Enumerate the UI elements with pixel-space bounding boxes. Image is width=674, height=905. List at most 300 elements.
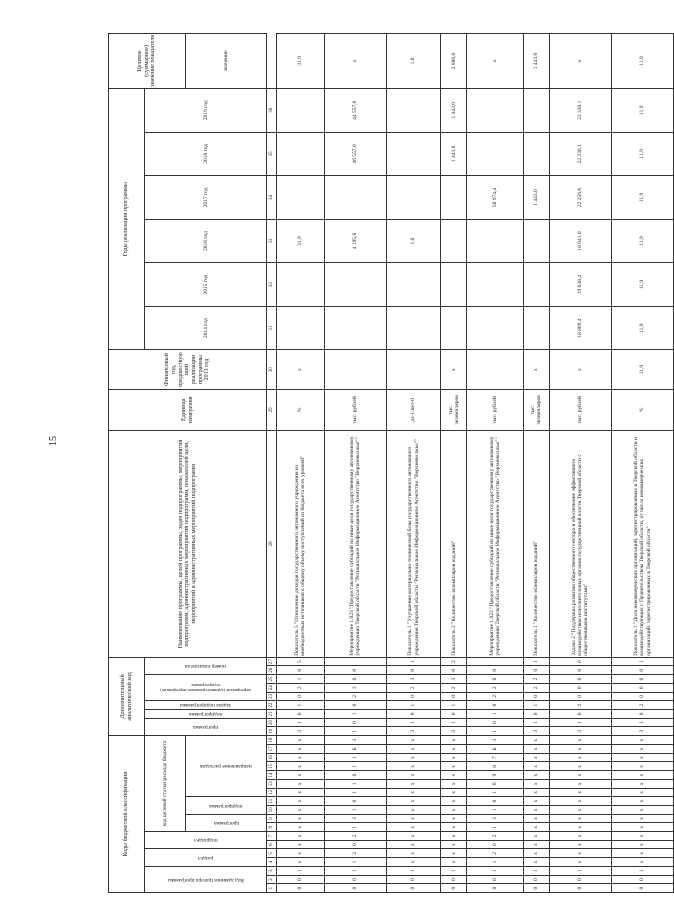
column-number: 15 — [267, 762, 276, 771]
code-cell: 0 — [549, 692, 611, 701]
code-cell: 1 — [523, 866, 549, 875]
header-subprogram — [186, 797, 267, 814]
header-year-4: 2017 год — [145, 176, 267, 220]
code-cell: x — [441, 805, 467, 814]
row-year-value: 22 256,6 — [549, 176, 611, 220]
header-year-1: 2014 год — [145, 306, 267, 350]
row-year-value: 1 443,0 — [523, 176, 549, 220]
code-cell: x — [549, 805, 611, 814]
column-number: 3 — [267, 866, 276, 875]
row-base-year — [386, 350, 440, 389]
code-cell: 0 — [467, 840, 523, 849]
code-cell: x — [386, 805, 440, 814]
column-number: 23 — [267, 692, 276, 701]
column-number: 7 — [267, 832, 276, 841]
code-cell: 0 — [523, 875, 549, 884]
code-cell: 0 — [324, 675, 386, 684]
row-year-value: 1 443,0 — [441, 88, 467, 132]
code-cell: x — [523, 858, 549, 867]
table-row — [441, 34, 467, 893]
row-year-value — [523, 219, 549, 263]
code-cell: 0 — [549, 675, 611, 684]
code-cell: 0 — [549, 657, 611, 666]
code-cell: x — [386, 840, 440, 849]
column-number: 31 — [267, 306, 276, 350]
code-cell: 3 — [523, 727, 549, 736]
code-cell: 1 — [324, 779, 386, 788]
row-base-year — [467, 350, 523, 389]
column-number: 29 — [267, 389, 276, 430]
code-cell: x — [523, 840, 549, 849]
code-cell: 1 — [276, 718, 324, 727]
code-cell: 0 — [549, 875, 611, 884]
code-cell: 2 — [467, 849, 523, 858]
header-section — [145, 849, 267, 866]
row-year-value: 31,9 — [276, 219, 324, 263]
code-cell: 1 — [523, 701, 549, 710]
code-cell: x — [441, 858, 467, 867]
code-cell: 0 — [324, 771, 386, 780]
row-unit: да-1/нет-0 — [386, 389, 440, 430]
row-year-value — [386, 263, 440, 307]
row-year-value — [386, 132, 440, 176]
code-cell: 0 — [523, 884, 549, 893]
code-cell: 1 — [441, 701, 467, 710]
code-cell: 1 — [324, 858, 386, 867]
header-years-group: Годы реализации программы — [109, 88, 145, 350]
code-cell: 0 — [611, 884, 673, 893]
header-task-text: задача подпрограммы — [180, 701, 232, 708]
row-year-value — [467, 219, 523, 263]
row-name: Показатель 1 "Доля некоммерческих организаций, зарегистрированных в Тверской области и взаимодействующих с Правительством Тверской области, от числа некоммерческих организаций, зарегистрированных в Тверской области" — [611, 431, 673, 658]
header-indicator-num-text: номер показателя — [185, 663, 227, 669]
row-year-value — [441, 176, 467, 220]
code-cell: 5 — [276, 657, 324, 666]
code-cell: 0 — [324, 884, 386, 893]
code-cell: x — [611, 753, 673, 762]
code-cell — [467, 657, 523, 666]
row-year-value — [324, 176, 386, 220]
code-cell: x — [549, 788, 611, 797]
column-number: 26 — [267, 666, 276, 675]
code-cell: 0 — [386, 709, 440, 718]
row-year-value: 1,0 — [386, 219, 440, 263]
code-cell: x — [523, 762, 549, 771]
column-number: 27 — [267, 657, 276, 666]
row-year-value: 11,9 — [611, 219, 673, 263]
column-number: 32 — [267, 263, 276, 307]
code-cell: x — [523, 805, 549, 814]
header-extra-code: Дополнительный аналитический код — [109, 657, 145, 735]
code-cell: 1 — [276, 675, 324, 684]
code-cell: 1 — [324, 753, 386, 762]
code-cell: x — [549, 762, 611, 771]
code-cell: 3 — [467, 736, 523, 745]
code-cell: 0 — [324, 718, 386, 727]
code-cell: x — [549, 779, 611, 788]
code-cell: 0 — [549, 884, 611, 893]
row-year-value: 4 195,0 — [324, 219, 386, 263]
code-cell: x — [611, 762, 673, 771]
header-subprogram-text: подпрограмма — [209, 802, 243, 809]
header-activity — [145, 675, 267, 701]
code-cell: 3 — [386, 727, 440, 736]
table-row — [611, 34, 673, 893]
code-cell: 1 — [611, 657, 673, 666]
code-cell: 3 — [324, 814, 386, 823]
row-year-value: 11,9 — [611, 263, 673, 307]
code-cell: x — [441, 814, 467, 823]
code-cell: x — [611, 736, 673, 745]
header-subsection — [145, 832, 267, 849]
code-cell: x — [386, 788, 440, 797]
code-cell: 1 — [324, 709, 386, 718]
code-cell: 0 — [523, 692, 549, 701]
code-cell: 0 — [441, 666, 467, 675]
row-year-value: 11,9 — [611, 176, 673, 220]
row-year-value — [386, 88, 440, 132]
code-cell: x — [441, 823, 467, 832]
code-cell: 3 — [324, 736, 386, 745]
code-cell: 0 — [324, 797, 386, 806]
code-cell: x — [276, 840, 324, 849]
column-number: 36 — [267, 88, 276, 132]
code-cell: 1 — [467, 805, 523, 814]
column-number: 22 — [267, 701, 276, 710]
row-year-value — [467, 88, 523, 132]
code-cell: x — [276, 779, 324, 788]
code-cell: 0 — [324, 840, 386, 849]
code-cell: x — [523, 849, 549, 858]
code-cell: 0 — [467, 675, 523, 684]
code-cell: x — [276, 736, 324, 745]
code-cell: x — [523, 788, 549, 797]
column-number: 25 — [267, 675, 276, 684]
row-unit: тыс. экземпляров — [523, 389, 549, 430]
row-target: x — [467, 34, 523, 89]
code-cell: 2 — [441, 657, 467, 666]
header-task — [145, 701, 267, 710]
row-base-year: x — [549, 350, 611, 389]
code-cell: x — [386, 814, 440, 823]
code-cell: x — [523, 753, 549, 762]
header-kvsr-text: Код администратора программы — [167, 876, 244, 883]
code-cell: x — [549, 797, 611, 806]
code-cell: 3 — [276, 727, 324, 736]
code-cell: x — [386, 762, 440, 771]
row-year-value: 46 557,0 — [324, 132, 386, 176]
row-target: 11,9 — [611, 34, 673, 89]
code-cell: 8 — [467, 762, 523, 771]
code-cell: 0 — [324, 875, 386, 884]
row-year-value: 18 041,0 — [549, 219, 611, 263]
code-cell: 0 — [467, 797, 523, 806]
code-cell: x — [386, 736, 440, 745]
code-cell: 1 — [324, 805, 386, 814]
code-cell: 1 — [324, 788, 386, 797]
header-value: значение — [186, 34, 267, 89]
header-subsection-text: подраздел — [193, 837, 218, 844]
program-table — [108, 33, 674, 893]
column-number: 9 — [267, 814, 276, 823]
code-cell: 1 — [386, 701, 440, 710]
code-cell: x — [441, 762, 467, 771]
row-year-value — [523, 132, 549, 176]
header-direction-text: направление расходов — [200, 763, 253, 770]
header-subprogram-code — [145, 709, 267, 718]
column-number: 5 — [267, 849, 276, 858]
row-name: Мероприятие 1.023 "Предоставление субсидий на иные цели государственному автономному учреждению Тверской области "Региональное Информационное Агентство "Верхневолжье"" — [324, 431, 386, 658]
code-cell: 1 — [467, 866, 523, 875]
column-number: 11 — [267, 797, 276, 806]
rotated-page — [108, 33, 652, 893]
row-target: 1,0 — [386, 34, 440, 89]
row-year-value — [386, 176, 440, 220]
code-cell: 0 — [386, 875, 440, 884]
code-cell: x — [276, 814, 324, 823]
code-cell: 0 — [386, 692, 440, 701]
code-cell: x — [549, 753, 611, 762]
row-target: 31,9 — [276, 34, 324, 89]
code-cell: x — [386, 745, 440, 754]
code-cell: 1 — [523, 718, 549, 727]
code-cell: 3 — [549, 727, 611, 736]
column-number: 17 — [267, 745, 276, 754]
code-cell: 1 — [441, 718, 467, 727]
header-section-text: раздел — [198, 854, 214, 861]
row-year-value — [523, 88, 549, 132]
row-name: Показатель 1 "Количество экземпляров изданий" — [523, 431, 549, 658]
row-year-value — [386, 306, 440, 350]
row-year-value — [441, 219, 467, 263]
column-number: 34 — [267, 176, 276, 220]
column-number: 18 — [267, 736, 276, 745]
code-cell: 0 — [467, 701, 523, 710]
code-cell: 2 — [324, 832, 386, 841]
code-cell: x — [523, 814, 549, 823]
column-number: 10 — [267, 805, 276, 814]
code-cell: x — [386, 832, 440, 841]
code-cell: x — [549, 745, 611, 754]
code-cell: x — [523, 823, 549, 832]
row-year-value — [523, 263, 549, 307]
row-unit: тыс. рублей — [467, 389, 523, 430]
code-cell: x — [549, 736, 611, 745]
code-cell: 0 — [324, 701, 386, 710]
row-name: Показатель 5 "Отношение доходов государственного автономного учреждения из внебюджетных источников к общему объему поступлений из бюджета всех уровней" — [276, 431, 324, 658]
table-row — [523, 34, 549, 893]
row-unit: тыс. рублей — [549, 389, 611, 430]
column-number: 20 — [267, 718, 276, 727]
code-cell: 1 — [467, 823, 523, 832]
code-cell: x — [441, 849, 467, 858]
code-cell: Б — [324, 745, 386, 754]
row-year-value — [324, 263, 386, 307]
column-number: 13 — [267, 779, 276, 788]
code-cell: 2 — [523, 675, 549, 684]
code-cell: 0 — [467, 875, 523, 884]
column-number: 4 — [267, 858, 276, 867]
code-cell: 1 — [549, 718, 611, 727]
code-cell: 0 — [386, 884, 440, 893]
code-cell: x — [611, 771, 673, 780]
code-cell: Б — [467, 745, 523, 754]
column-number: 24 — [267, 683, 276, 692]
code-cell: 0 — [467, 666, 523, 675]
header-name: Наименование программы, целей программы, задач подпрограммы, мероприятий подпрограмм, административных мероприятий подпрограмм, показателей цели, мероприятий и административных мероприятий подпрограмм — [109, 431, 267, 658]
code-cell: x — [611, 797, 673, 806]
code-cell: 7 — [467, 753, 523, 762]
code-cell: 3 — [324, 683, 386, 692]
code-cell: 0 — [441, 692, 467, 701]
header-year-2: 2015 год — [145, 263, 267, 307]
row-year-value — [523, 306, 549, 350]
header-year-5: 2018 год — [145, 132, 267, 176]
code-cell: 1 — [276, 701, 324, 710]
code-cell: 2 — [441, 683, 467, 692]
code-cell: 1 — [386, 718, 440, 727]
code-cell: x — [549, 858, 611, 867]
code-cell: x — [549, 840, 611, 849]
table-row — [467, 34, 523, 893]
header-program-code — [145, 718, 267, 735]
code-cell: 2 — [276, 683, 324, 692]
code-cell: x — [611, 814, 673, 823]
row-year-value: 11,9 — [611, 306, 673, 350]
code-cell: 0 — [276, 875, 324, 884]
code-cell: x — [441, 840, 467, 849]
code-cell: 2 — [549, 701, 611, 710]
code-cell: 0 — [611, 683, 673, 692]
code-cell: 0 — [549, 709, 611, 718]
code-cell: x — [386, 849, 440, 858]
code-cell: x — [523, 832, 549, 841]
row-base-year: 11,9 — [611, 350, 673, 389]
code-cell: x — [276, 771, 324, 780]
column-number: 6 — [267, 840, 276, 849]
code-cell: 2 — [467, 683, 523, 692]
column-number: 8 — [267, 823, 276, 832]
column-number: 14 — [267, 771, 276, 780]
code-cell: 0 — [276, 692, 324, 701]
code-cell: 0 — [611, 875, 673, 884]
code-cell: x — [611, 832, 673, 841]
header-kvsr — [145, 866, 267, 892]
column-number: 12 — [267, 788, 276, 797]
code-cell: x — [386, 823, 440, 832]
code-cell: 1 — [324, 762, 386, 771]
code-cell: x — [611, 745, 673, 754]
code-cell: x — [611, 805, 673, 814]
code-cell: x — [386, 797, 440, 806]
code-cell: 0 — [611, 666, 673, 675]
column-number: 21 — [267, 709, 276, 718]
code-cell: 0 — [611, 675, 673, 684]
code-cell: x — [441, 736, 467, 745]
code-cell: 1 — [441, 866, 467, 875]
code-cell: 1 — [324, 823, 386, 832]
code-cell: x — [523, 771, 549, 780]
code-cell: 3 — [441, 727, 467, 736]
code-cell: 0 — [611, 692, 673, 701]
row-name: Задача 2 "Поддержка развития общественного сектора и обеспечение эффективного взаимодействия исполнительных органов государственной власти Тверской области с общественными институтами" — [549, 431, 611, 658]
row-year-value: 19 638,4 — [549, 263, 611, 307]
header-direction — [186, 736, 267, 797]
code-cell: x — [441, 832, 467, 841]
code-cell: x — [611, 779, 673, 788]
row-year-value: 44 557,0 — [324, 88, 386, 132]
code-cell: x — [386, 753, 440, 762]
table-body — [276, 34, 674, 893]
code-cell: 1 — [276, 866, 324, 875]
code-cell: x — [523, 797, 549, 806]
row-base-year: x — [441, 350, 467, 389]
header-indicator-num — [145, 657, 267, 674]
code-cell: 0 — [467, 884, 523, 893]
code-cell: x — [386, 858, 440, 867]
code-cell: 3 — [441, 675, 467, 684]
code-cell: x — [611, 788, 673, 797]
code-cell: 1 — [549, 866, 611, 875]
code-cell: x — [276, 823, 324, 832]
code-cell: 0 — [276, 709, 324, 718]
row-unit: тыс. рублей — [324, 389, 386, 430]
row-year-value: 1 443,0 — [441, 132, 467, 176]
code-cell: x — [523, 745, 549, 754]
column-number: 33 — [267, 219, 276, 263]
code-cell: 1 — [386, 866, 440, 875]
row-target: x — [324, 34, 386, 89]
code-cell: x — [386, 771, 440, 780]
code-cell: 1 — [324, 727, 386, 736]
code-cell: x — [441, 788, 467, 797]
row-base-year: x — [523, 350, 549, 389]
row-year-value — [276, 306, 324, 350]
column-number: 28 — [267, 431, 276, 658]
code-cell: 1 — [611, 718, 673, 727]
code-cell: 3 — [467, 814, 523, 823]
code-cell: 0 — [467, 718, 523, 727]
header-target-value: Целевое (суммарное) значение показателя — [109, 34, 186, 89]
row-target: x — [549, 34, 611, 89]
row-unit: % — [276, 389, 324, 430]
column-number: 35 — [267, 132, 276, 176]
header-base-year: Финансовый год, предшествующий реализации программы 2013 год — [109, 350, 267, 389]
code-cell: x — [611, 823, 673, 832]
row-year-value: 11,9 — [611, 88, 673, 132]
code-cell — [324, 657, 386, 666]
row-target: 2 886,0 — [441, 34, 467, 89]
column-number: 1 — [267, 884, 276, 893]
row-year-value — [467, 306, 523, 350]
table-row — [276, 34, 324, 893]
code-cell: x — [276, 745, 324, 754]
code-cell: 0 — [523, 666, 549, 675]
column-number: 19 — [267, 727, 276, 736]
header-budget-codes: Коды бюджетной классификации — [109, 736, 145, 893]
table-row — [549, 34, 611, 893]
code-cell: x — [549, 832, 611, 841]
table-row — [386, 34, 440, 893]
row-year-value: 22 330,1 — [549, 88, 611, 132]
row-year-value — [324, 306, 386, 350]
code-cell: x — [549, 814, 611, 823]
row-name: Показатель 2 "Количество экземпляров изданий" — [441, 431, 467, 658]
code-cell: x — [441, 745, 467, 754]
code-cell: 2 — [611, 701, 673, 710]
code-cell: x — [549, 849, 611, 858]
header-year-3: 2016 год — [145, 219, 267, 263]
